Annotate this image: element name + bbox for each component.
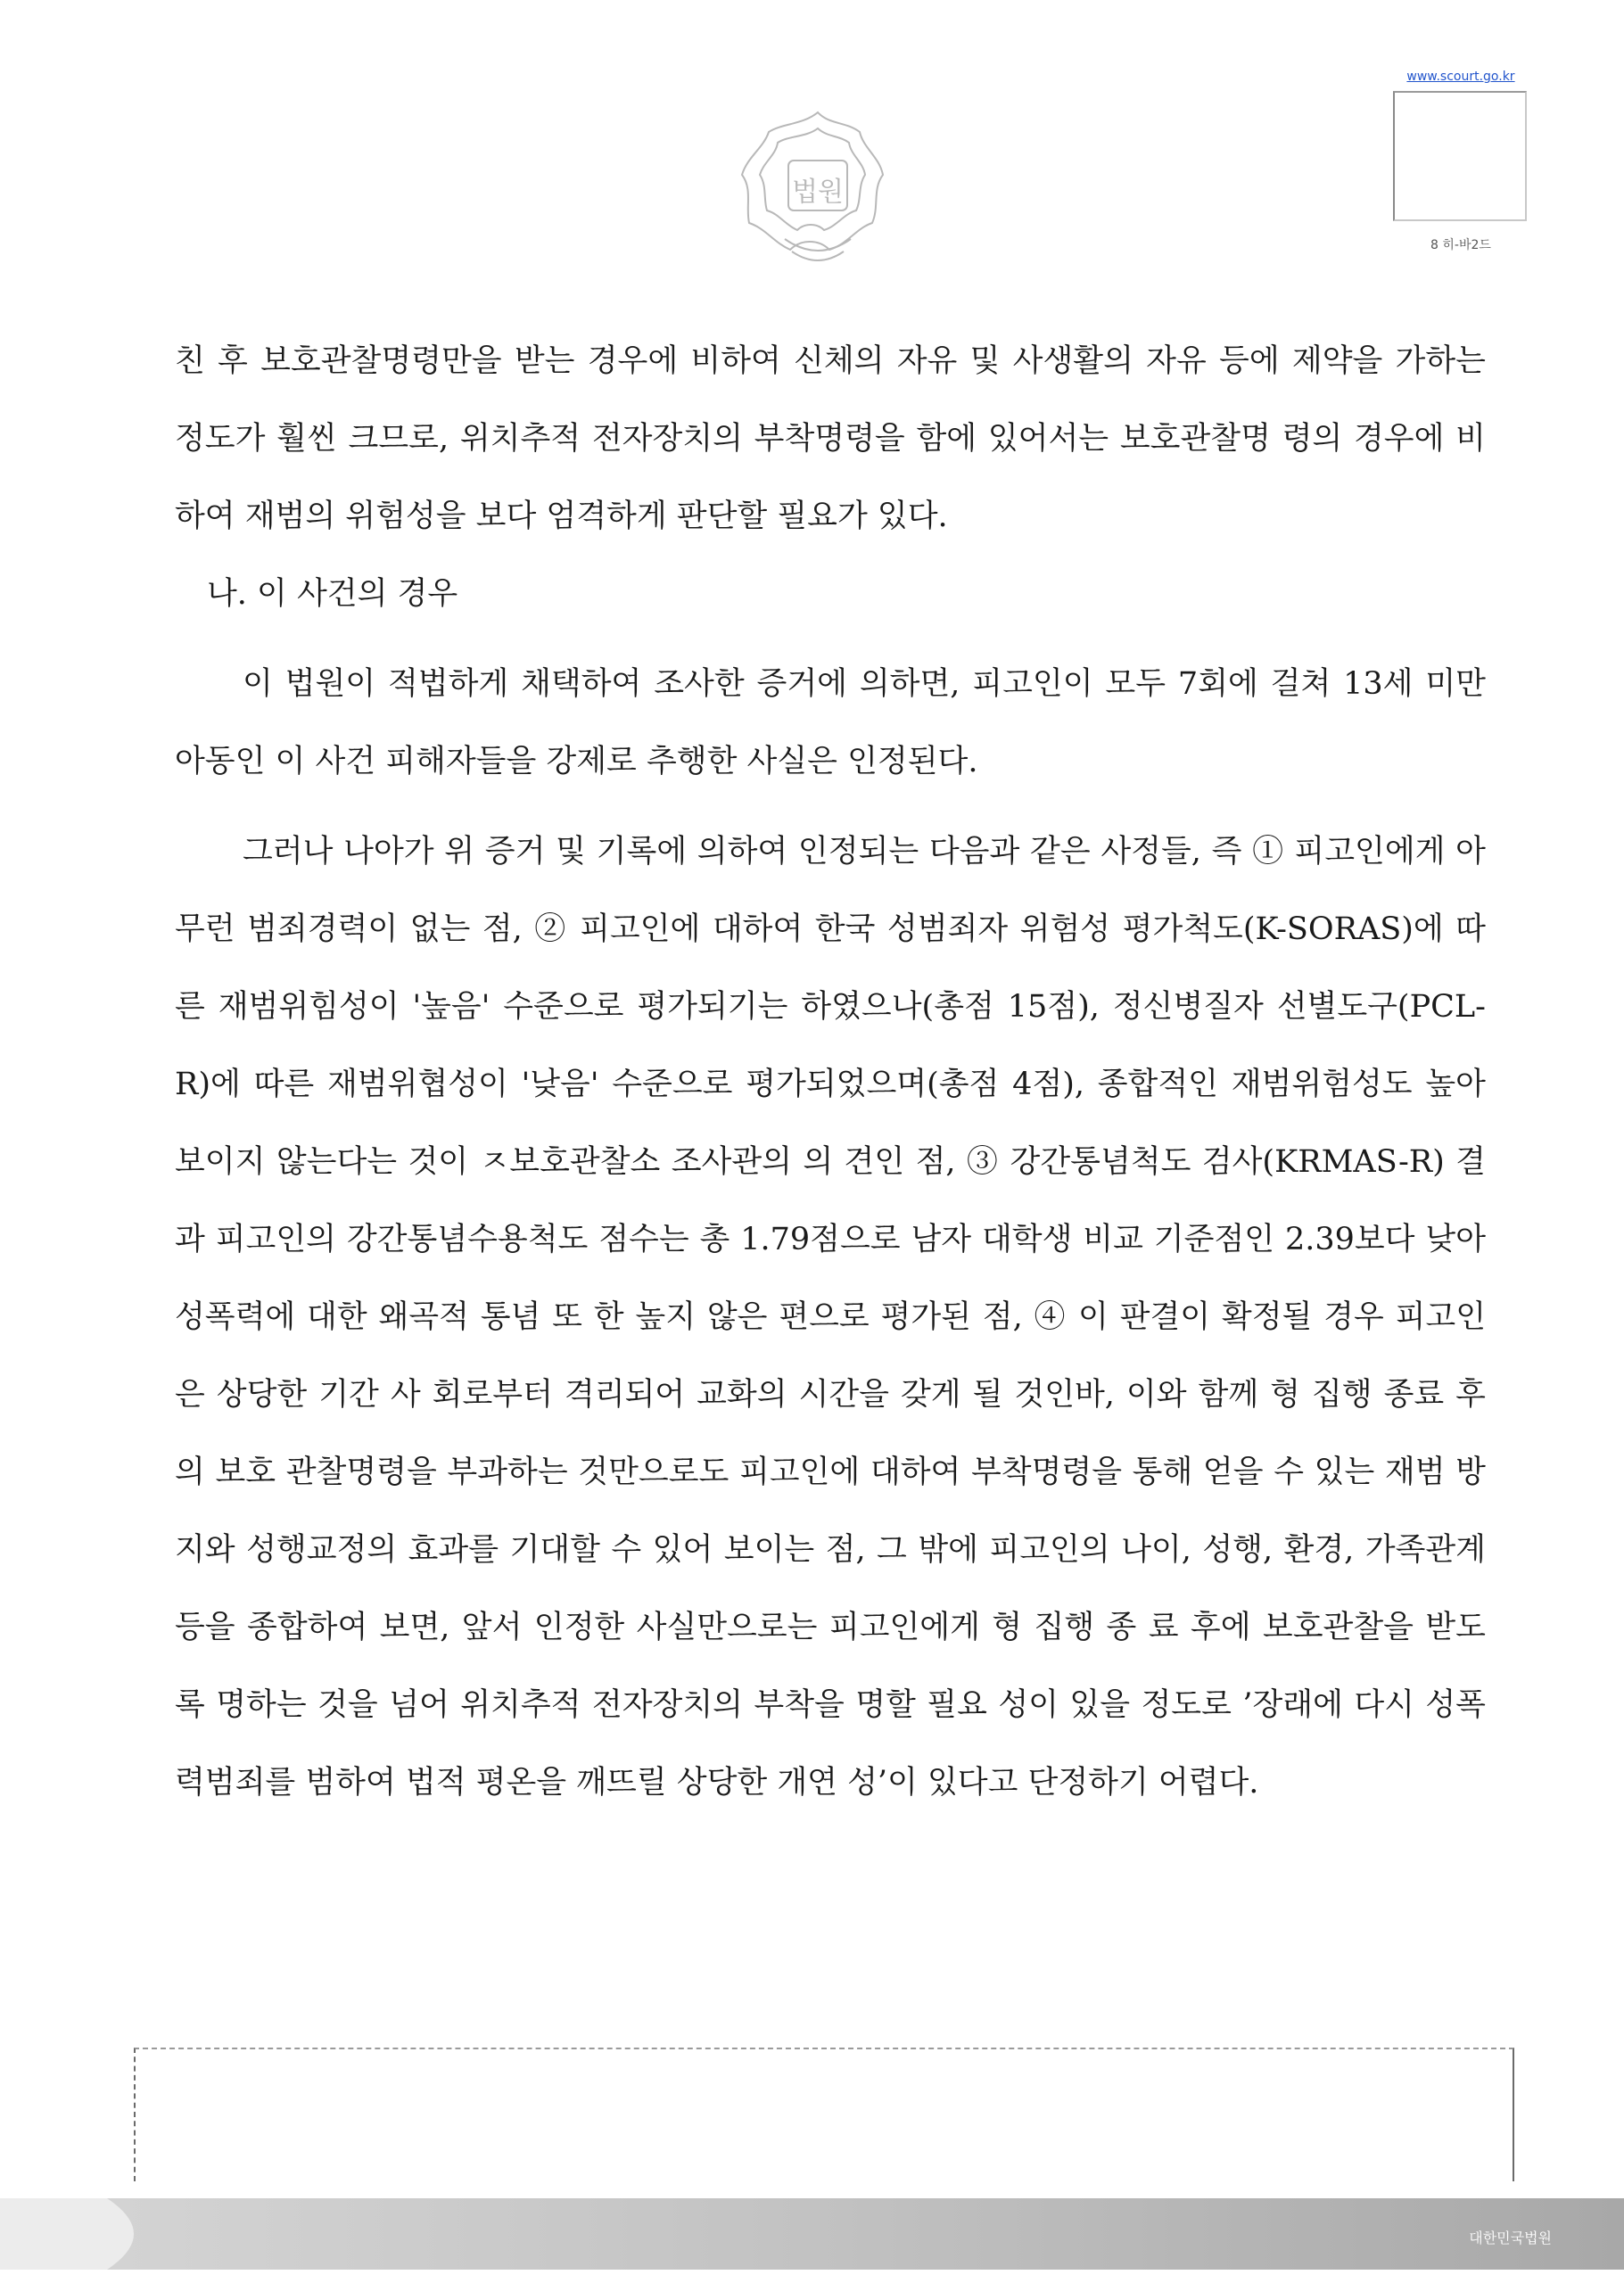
verification-stamp: [1389, 70, 1532, 255]
stamp-url-link[interactable]: www.scourt.go.kr: [1406, 70, 1515, 84]
footer-frame: [134, 2048, 1514, 2181]
section-heading: 나. 이 사건의 경우: [207, 576, 458, 612]
stamp-caption: 8 히-바2드: [1430, 238, 1491, 252]
footer-court-label: 대한민국법원: [1469, 2229, 1552, 2246]
seal-text: 법원: [792, 177, 844, 208]
stamp-frame: [1393, 91, 1527, 221]
document-body: [175, 323, 1486, 1822]
paragraph-evidence: 이 법원이 적법하게 채택하여 조사한 증거에 의하면, 피고인이 모두 7회에 걸쳐 13세 미만 아동인 이 사건 피해자들을 강제로 추행한 사실은 인정된다.: [175, 666, 1486, 779]
footer-band: [0, 2189, 1624, 2279]
paragraph-continuation: 친 후 보호관찰명령만을 받는 경우에 비하여 신체의 자유 및 사생활의 자유 등에 제약을 가하는 정도가 훨씬 크므로, 위치추적 전자장치의 부착명령을 함에 있어서는 보호관찰명 령의 경우에 비하여 재범의 위험성을 보다 엄격하게 판단할 필요가 있다.: [175, 343, 1486, 534]
court-seal: [730, 105, 906, 275]
paragraph-reasoning: 그러나 나아가 위 증거 및 기록에 의하여 인정되는 다음과 같은 사정들, 즉 ① 피고인에게 아무런 범죄경력이 없는 점, ② 피고인에 대하여 한국 성범죄자 위험성 평가척도(K-SORAS)에 따른 재범위힘성이 '높음' 수준으로 평가되기는 하였으나(총점 15점), 정신병질자 선별도구(PCL-R)에 따른 재범위협성이 '낮음' 수준으로 평가되었으며(총점 4점), 종합적인 재범위험성도 높아 보이지 않는다는 것이 ㅈ보호관찰소 조사관의 의 견인 점, ③ 강간통념척도 검사(KRMAS-R) 결과 피고인의 강간통념수용척도 점수는 총 1.79점으로 남자 대학생 비교 기준점인 2.39보다 낮아 성폭력에 대한 왜곡적 통념 또 한 높지 않은 편으로 평가된 점, ④ 이 판결이 확정될 경우 피고인은 상당한 기간 사 회로부터 격리되어 교화의 시간을 갖게 될 것인바, 이와 함께 형 집행 종료 후의 보호 관찰명령을 부과하는 것만으로도 피고인에 대하여 부착명령을 통해 얻을 수 있는 재범 방지와 성행교정의 효과를 기대할 수 있어 보이는 점, 그 밖에 피고인의 나이, 성행, 환경, 가족관계 등을 종합하여 보면, 앞서 인정한 사실만으로는 피고인에게 형 집행 종 료 후에 보호관찰을 받도록 명하는 것을 넘어 위치추적 전자장치의 부착을 명할 필요 성이 있을 정도로 ’장래에 다시 성폭력범죄를 범하여 법적 평온을 깨뜨릴 상당한 개연 성’이 있다고 단정하기 어렵다.: [175, 834, 1486, 1801]
